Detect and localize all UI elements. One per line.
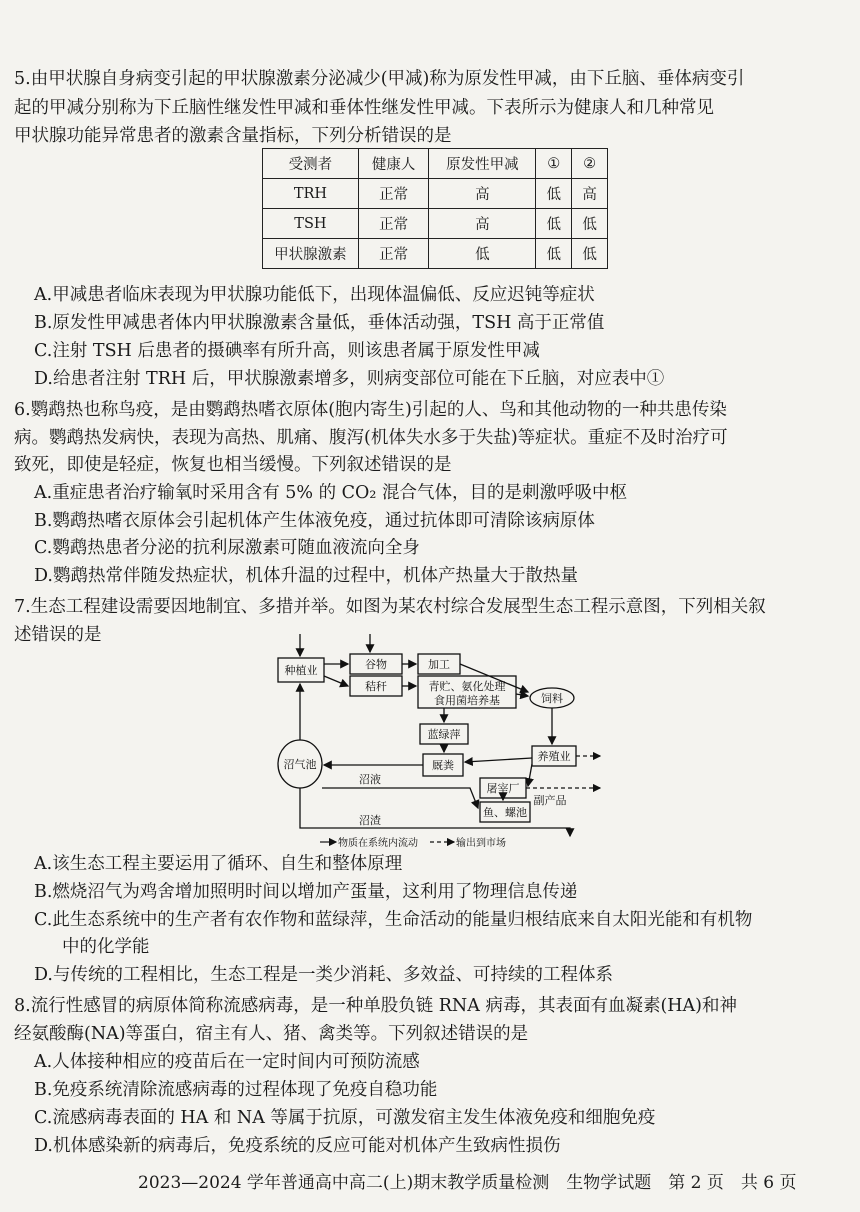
q7-stem-line1: 7.生态工程建设需要因地制宜、多措并举。如图为某农村综合发展型生态工程示意图，下列相关叙 [14,597,766,617]
label-yangzhiye: 养殖业 [537,750,571,763]
q7-option-c-line1: C.此生态系统中的生产者有农作物和蓝绿萍，生命活动的能量归根结底来自太阳光能和有机物 [34,910,753,930]
table-cell: 低 [429,239,536,269]
label-jiegan: 秸秆 [365,680,387,693]
q5-stem-line1: 5.由甲状腺自身病变引起的甲状腺激素分泌减少(甲减)称为原发性甲减，由下丘脑、垂体病变引 [14,69,745,89]
label-fenlei: 厩粪 [432,759,454,772]
label-zhaoqichi: 沼气池 [283,758,317,771]
q7-option-a: A.该生态工程主要运用了循环、自生和整体原理 [34,854,403,874]
q5-stem-line2: 起的甲减分别称为下丘脑性继发性甲减和垂体性继发性甲减。下表所示为健康人和几种常见 [14,98,714,118]
table-header: ② [572,149,608,179]
table-cell: 高 [572,179,608,209]
table-header: 健康人 [358,149,428,179]
table-cell: 高 [429,179,536,209]
q8-stem-line1: 8.流行性感冒的病原体简称流感病毒，是一种单股负链 RNA 病毒，其表面有血凝素(HA)和神 [14,996,738,1016]
table-cell: 低 [536,239,572,269]
label-yuluochi: 鱼、螺池 [483,806,527,819]
page-footer: 2023—2024 学年普通高中高二(上)期末教学质量检测 生物学试题 第 2 页 共 6 页 [138,1173,797,1193]
label-guwu: 谷物 [365,658,387,671]
q7-option-c-line2: 中的化学能 [62,937,150,957]
q6-option-a: A.重症患者治疗输氧时采用含有 5% 的 CO₂ 混合气体，目的是刺激呼吸中枢 [34,483,627,503]
table-cell: TSH [263,209,359,239]
q5-option-c: C.注射 TSH 后患者的摄碘率有所升高，则该患者属于原发性甲减 [34,341,540,361]
label-chuli1: 青贮、氨化处理 [428,680,506,693]
table-row [263,209,608,239]
legend-solid: 物质在系统内流动 [338,838,418,848]
label-zhaoye: 沼液 [359,773,381,786]
q5-option-d: D.给患者注射 TRH 后，甲状腺激素增多，则病变部位可能在下丘脑，对应表中① [34,369,665,389]
table-cell: 低 [536,179,572,209]
label-jiagong: 加工 [428,658,450,671]
table-cell: 正常 [358,209,428,239]
hormone-table [262,148,608,269]
table-cell: 低 [572,209,608,239]
table-cell: 正常 [358,239,428,269]
table-cell: 低 [572,239,608,269]
table-cell: 高 [429,209,536,239]
table-header: ① [536,149,572,179]
eco-engineering-diagram [270,628,630,848]
q6-stem-line3: 致死，即使是轻症，恢复也相当缓慢。下列叙述错误的是 [14,455,452,475]
q8-stem-line2: 经氨酸酶(NA)等蛋白，宿主有人、猪、禽类等。下列叙述错误的是 [14,1024,529,1044]
table-cell: 甲状腺激素 [263,239,359,269]
label-tuzaichang: 屠宰厂 [486,782,520,795]
table-row [263,239,608,269]
table-header-row [263,149,608,179]
table-header: 原发性甲减 [429,149,536,179]
q6-stem-line2: 病。鹦鹉热发病快，表现为高热、肌痛、腹泻(机体失水多于失盐)等症状。重症不及时治疗可 [14,428,728,448]
q5-stem-line3: 甲状腺功能异常患者的激素含量指标，下列分析错误的是 [14,126,452,146]
q5-option-a: A.甲减患者临床表现为甲状腺功能低下，出现体温偏低、反应迟钝等症状 [34,285,595,305]
q8-option-d: D.机体感染新的病毒后，免疫系统的反应可能对机体产生致病性损伤 [34,1136,561,1156]
q7-stem-line2: 述错误的是 [14,625,102,645]
label-zhongzhiye: 种植业 [284,664,318,677]
label-zhaozha: 沼渣 [359,814,381,827]
label-fuchanpin: 副产品 [533,794,567,807]
q8-option-c: C.流感病毒表面的 HA 和 NA 等属于抗原，可激发宿主发生体液免疫和细胞免疫 [34,1108,656,1128]
table-cell: TRH [263,179,359,209]
table-cell: 低 [536,209,572,239]
table-header: 受测者 [263,149,359,179]
label-siliao: 饲料 [541,692,563,705]
q8-option-a: A.人体接种相应的疫苗后在一定时间内可预防流感 [34,1052,420,1072]
legend-dashed: 输出到市场 [456,838,506,848]
q6-option-d: D.鹦鹉热常伴随发热症状，机体升温的过程中，机体产热量大于散热量 [34,566,578,586]
label-chuli2: 食用菌培养基 [434,694,500,707]
table-row [263,179,608,209]
q6-option-b: B.鹦鹉热嗜衣原体会引起机体产生体液免疫，通过抗体即可清除该病原体 [34,511,595,531]
q7-option-d: D.与传统的工程相比，生态工程是一类少消耗、多效益、可持续的工程体系 [34,965,613,985]
label-lanlvping: 蓝绿萍 [427,728,461,741]
q6-stem-line1: 6.鹦鹉热也称鸟疫，是由鹦鹉热嗜衣原体(胞内寄生)引起的人、鸟和其他动物的一种共患传染 [14,400,727,420]
q5-option-b: B.原发性甲减患者体内甲状腺激素含量低，垂体活动强，TSH 高于正常值 [34,313,605,333]
table-cell: 正常 [358,179,428,209]
q8-option-b: B.免疫系统清除流感病毒的过程体现了免疫自稳功能 [34,1080,438,1100]
q6-option-c: C.鹦鹉热患者分泌的抗利尿激素可随血液流向全身 [34,538,420,558]
q7-option-b: B.燃烧沼气为鸡舍增加照明时间以增加产蛋量，这利用了物理信息传递 [34,882,578,902]
